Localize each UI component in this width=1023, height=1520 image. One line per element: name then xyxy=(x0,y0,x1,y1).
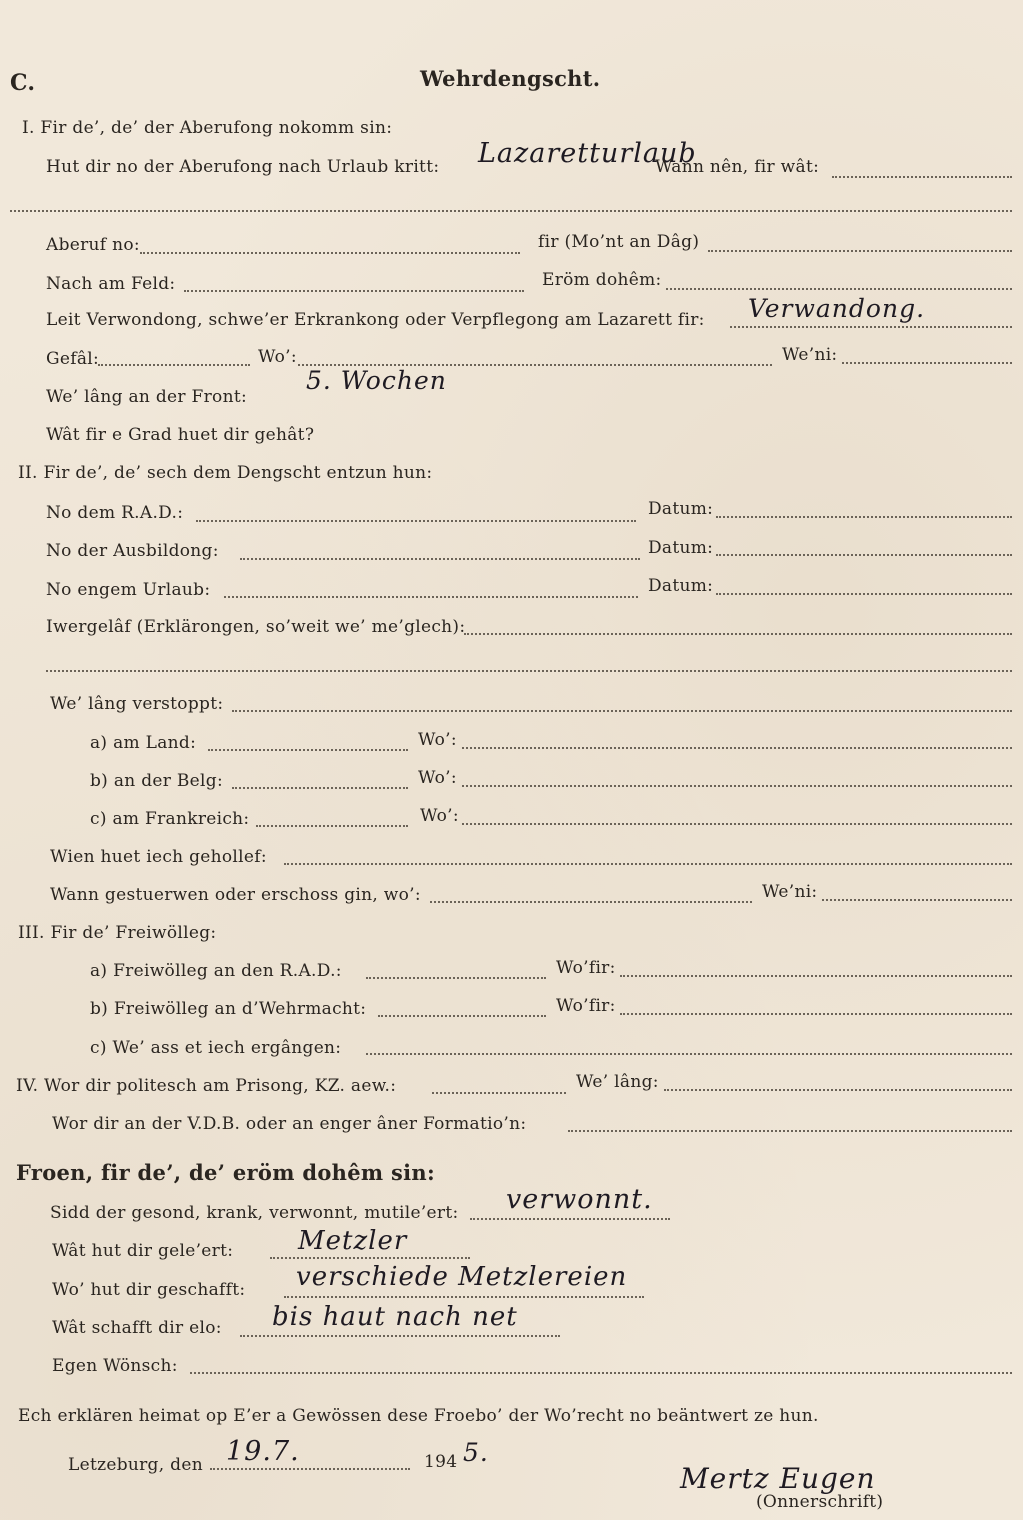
geleert-answer[interactable]: Metzler xyxy=(298,1226,408,1256)
verstoppt-field[interactable] xyxy=(232,710,1012,712)
gehollef-field[interactable] xyxy=(284,863,1012,865)
gefal-wo-label: Wo’: xyxy=(258,347,297,367)
freiwollig-wehrmacht-label: b) Freiwölleg an d’Wehrmacht: xyxy=(90,999,367,1019)
front-label: We’ lâng an der Front: xyxy=(46,387,247,407)
belg-wo-field[interactable] xyxy=(462,785,1012,787)
elo-field[interactable] xyxy=(240,1335,560,1337)
freiwollig-wehrmacht-wofir-label: Wo’fir: xyxy=(556,996,616,1016)
verstoppt-label: We’ lâng verstoppt: xyxy=(50,694,224,714)
lazarett-field[interactable] xyxy=(730,326,1012,328)
geschafft-label: Wo’ hut dir geschafft: xyxy=(52,1280,246,1300)
page-title: Wehrdengscht. xyxy=(420,66,601,91)
gestuerwen-weni-field[interactable] xyxy=(822,899,1012,901)
year-prefix: 194 xyxy=(424,1452,458,1472)
geleert-field[interactable] xyxy=(270,1257,470,1259)
urlaub2-datum-label: Datum: xyxy=(648,576,714,596)
urlaub2-field[interactable] xyxy=(224,596,638,598)
frankreich-wo-field[interactable] xyxy=(462,823,1012,825)
aberuf-field[interactable] xyxy=(140,252,520,254)
belg-label: b) an der Belg: xyxy=(90,771,223,791)
rad-datum-label: Datum: xyxy=(648,499,714,519)
signature-label: (Onnerschrift) xyxy=(756,1492,884,1512)
wann-nen-field[interactable] xyxy=(832,176,1012,178)
gestuerwen-label: Wann gestuerwen oder erschoss gin, wo’: xyxy=(50,885,421,905)
ausbildong-label: No der Ausbildong: xyxy=(46,541,219,561)
sec3-header: III. Fir de’ Freiwölleg: xyxy=(18,923,217,943)
gefal-field[interactable] xyxy=(98,364,250,366)
sec1-header: I. Fir de’, de’ der Aberufong nokomm sin: xyxy=(22,118,393,138)
land-field[interactable] xyxy=(208,749,408,751)
sec2-header: II. Fir de’, de’ sech dem Dengscht entzun hun: xyxy=(18,463,433,483)
belg-field[interactable] xyxy=(232,787,408,789)
erom-dohem-field[interactable] xyxy=(666,288,1012,290)
elo-label: Wât schafft dir elo: xyxy=(52,1318,222,1338)
date-answer[interactable]: 19.7. xyxy=(226,1436,300,1467)
fir-mont-label: fir (Mo’nt an Dâg) xyxy=(538,232,700,252)
gesond-label: Sidd der gesond, krank, verwonnt, mutile’ert: xyxy=(50,1203,459,1223)
rad-datum-field[interactable] xyxy=(716,516,1012,518)
year-answer[interactable]: 5. xyxy=(463,1438,489,1467)
ergangen-field[interactable] xyxy=(366,1053,1012,1055)
wann-nen-label: Wann nên, fir wât: xyxy=(655,157,820,177)
declaration: Ech erklären heimat op E’er a Gewössen dese Froebo’ der Wo’recht no beäntwert ze hun. xyxy=(18,1406,819,1426)
ausbildong-datum-field[interactable] xyxy=(716,554,1012,556)
gesond-answer[interactable]: verwonnt. xyxy=(506,1184,653,1215)
aberuf-label: Aberuf no: xyxy=(46,235,140,255)
geleert-label: Wât hut dir gele’ert: xyxy=(52,1241,234,1261)
grad-label: Wât fir e Grad huet dir gehât? xyxy=(46,425,315,445)
freiwollig-rad-label: a) Freiwölleg an den R.A.D.: xyxy=(90,961,342,981)
frankreich-wo-label: Wo’: xyxy=(420,806,459,826)
wonsch-label: Egen Wönsch: xyxy=(52,1356,178,1376)
nach-feld-label: Nach am Feld: xyxy=(46,274,176,294)
gestuerwen-field[interactable] xyxy=(430,901,752,903)
urlaub2-datum-field[interactable] xyxy=(716,593,1012,595)
signature: Mertz Eugen xyxy=(680,1462,876,1495)
lazarett-label: Leit Verwondong, schwe’er Erkrankong oder Verpflegong am Lazarett fir: xyxy=(46,310,705,330)
elo-answer[interactable]: bis haut nach net xyxy=(272,1302,518,1332)
urlaub-continuation-field[interactable] xyxy=(10,210,1012,212)
ergangen-label: c) We’ ass et iech ergângen: xyxy=(90,1038,342,1058)
gefal-label: Gefâl: xyxy=(46,349,100,369)
prisong-welang-field[interactable] xyxy=(664,1089,1012,1091)
iwergelaf-label: Iwergelâf (Erklärongen, so’weit we’ me’glech): xyxy=(46,617,466,637)
urlaub-answer[interactable]: Lazaretturlaub xyxy=(478,138,697,169)
prisong-field[interactable] xyxy=(432,1092,566,1094)
lazarett-answer[interactable]: Verwandong. xyxy=(748,294,926,323)
fir-mont-field[interactable] xyxy=(708,250,1012,252)
gehollef-label: Wien huet iech gehollef: xyxy=(50,847,267,867)
gefal-weni-label: We’ni: xyxy=(782,345,838,365)
nach-feld-field[interactable] xyxy=(184,290,524,292)
iwergelaf-field[interactable] xyxy=(464,633,1012,635)
rad-field[interactable] xyxy=(196,520,636,522)
ausbildong-field[interactable] xyxy=(240,558,640,560)
freiwollig-rad-wofir-field[interactable] xyxy=(620,975,1012,977)
prisong-welang-label: We’ lâng: xyxy=(576,1072,659,1092)
home-header: Froen, fir de’, de’ eröm dohêm sin: xyxy=(16,1160,436,1185)
freiwollig-rad-wofir-label: Wo’fir: xyxy=(556,958,616,978)
urlaub-label: Hut dir no der Aberufong nach Urlaub kritt: xyxy=(46,157,440,177)
freiwollig-wehrmacht-field[interactable] xyxy=(378,1015,546,1017)
date-field[interactable] xyxy=(210,1468,410,1470)
geschafft-answer[interactable]: verschiede Metzlereien xyxy=(296,1262,628,1292)
prisong-label: IV. Wor dir politesch am Prisong, KZ. aew.: xyxy=(16,1076,397,1096)
urlaub2-label: No engem Urlaub: xyxy=(46,580,211,600)
front-answer[interactable]: 5. Wochen xyxy=(306,366,447,395)
gefal-weni-field[interactable] xyxy=(842,362,1012,364)
geschafft-field[interactable] xyxy=(284,1296,644,1298)
section-letter: C. xyxy=(10,70,36,96)
belg-wo-label: Wo’: xyxy=(418,768,457,788)
land-label: a) am Land: xyxy=(90,733,197,753)
wonsch-field[interactable] xyxy=(190,1372,1012,1374)
gestuerwen-weni-label: We’ni: xyxy=(762,882,818,902)
gesond-field[interactable] xyxy=(470,1218,670,1220)
iwergelaf-continuation-field[interactable] xyxy=(46,670,1012,672)
vdb-field[interactable] xyxy=(568,1130,1012,1132)
erom-dohem-label: Eröm dohêm: xyxy=(542,270,662,290)
rad-label: No dem R.A.D.: xyxy=(46,503,184,523)
place-label: Letzeburg, den xyxy=(68,1455,203,1475)
frankreich-label: c) am Frankreich: xyxy=(90,809,250,829)
freiwollig-wehrmacht-wofir-field[interactable] xyxy=(620,1013,1012,1015)
frankreich-field[interactable] xyxy=(256,825,408,827)
land-wo-field[interactable] xyxy=(462,747,1012,749)
land-wo-label: Wo’: xyxy=(418,730,457,750)
freiwollig-rad-field[interactable] xyxy=(366,977,546,979)
vdb-label: Wor dir an der V.D.B. oder an enger âner Formatio’n: xyxy=(52,1114,527,1134)
ausbildong-datum-label: Datum: xyxy=(648,538,714,558)
